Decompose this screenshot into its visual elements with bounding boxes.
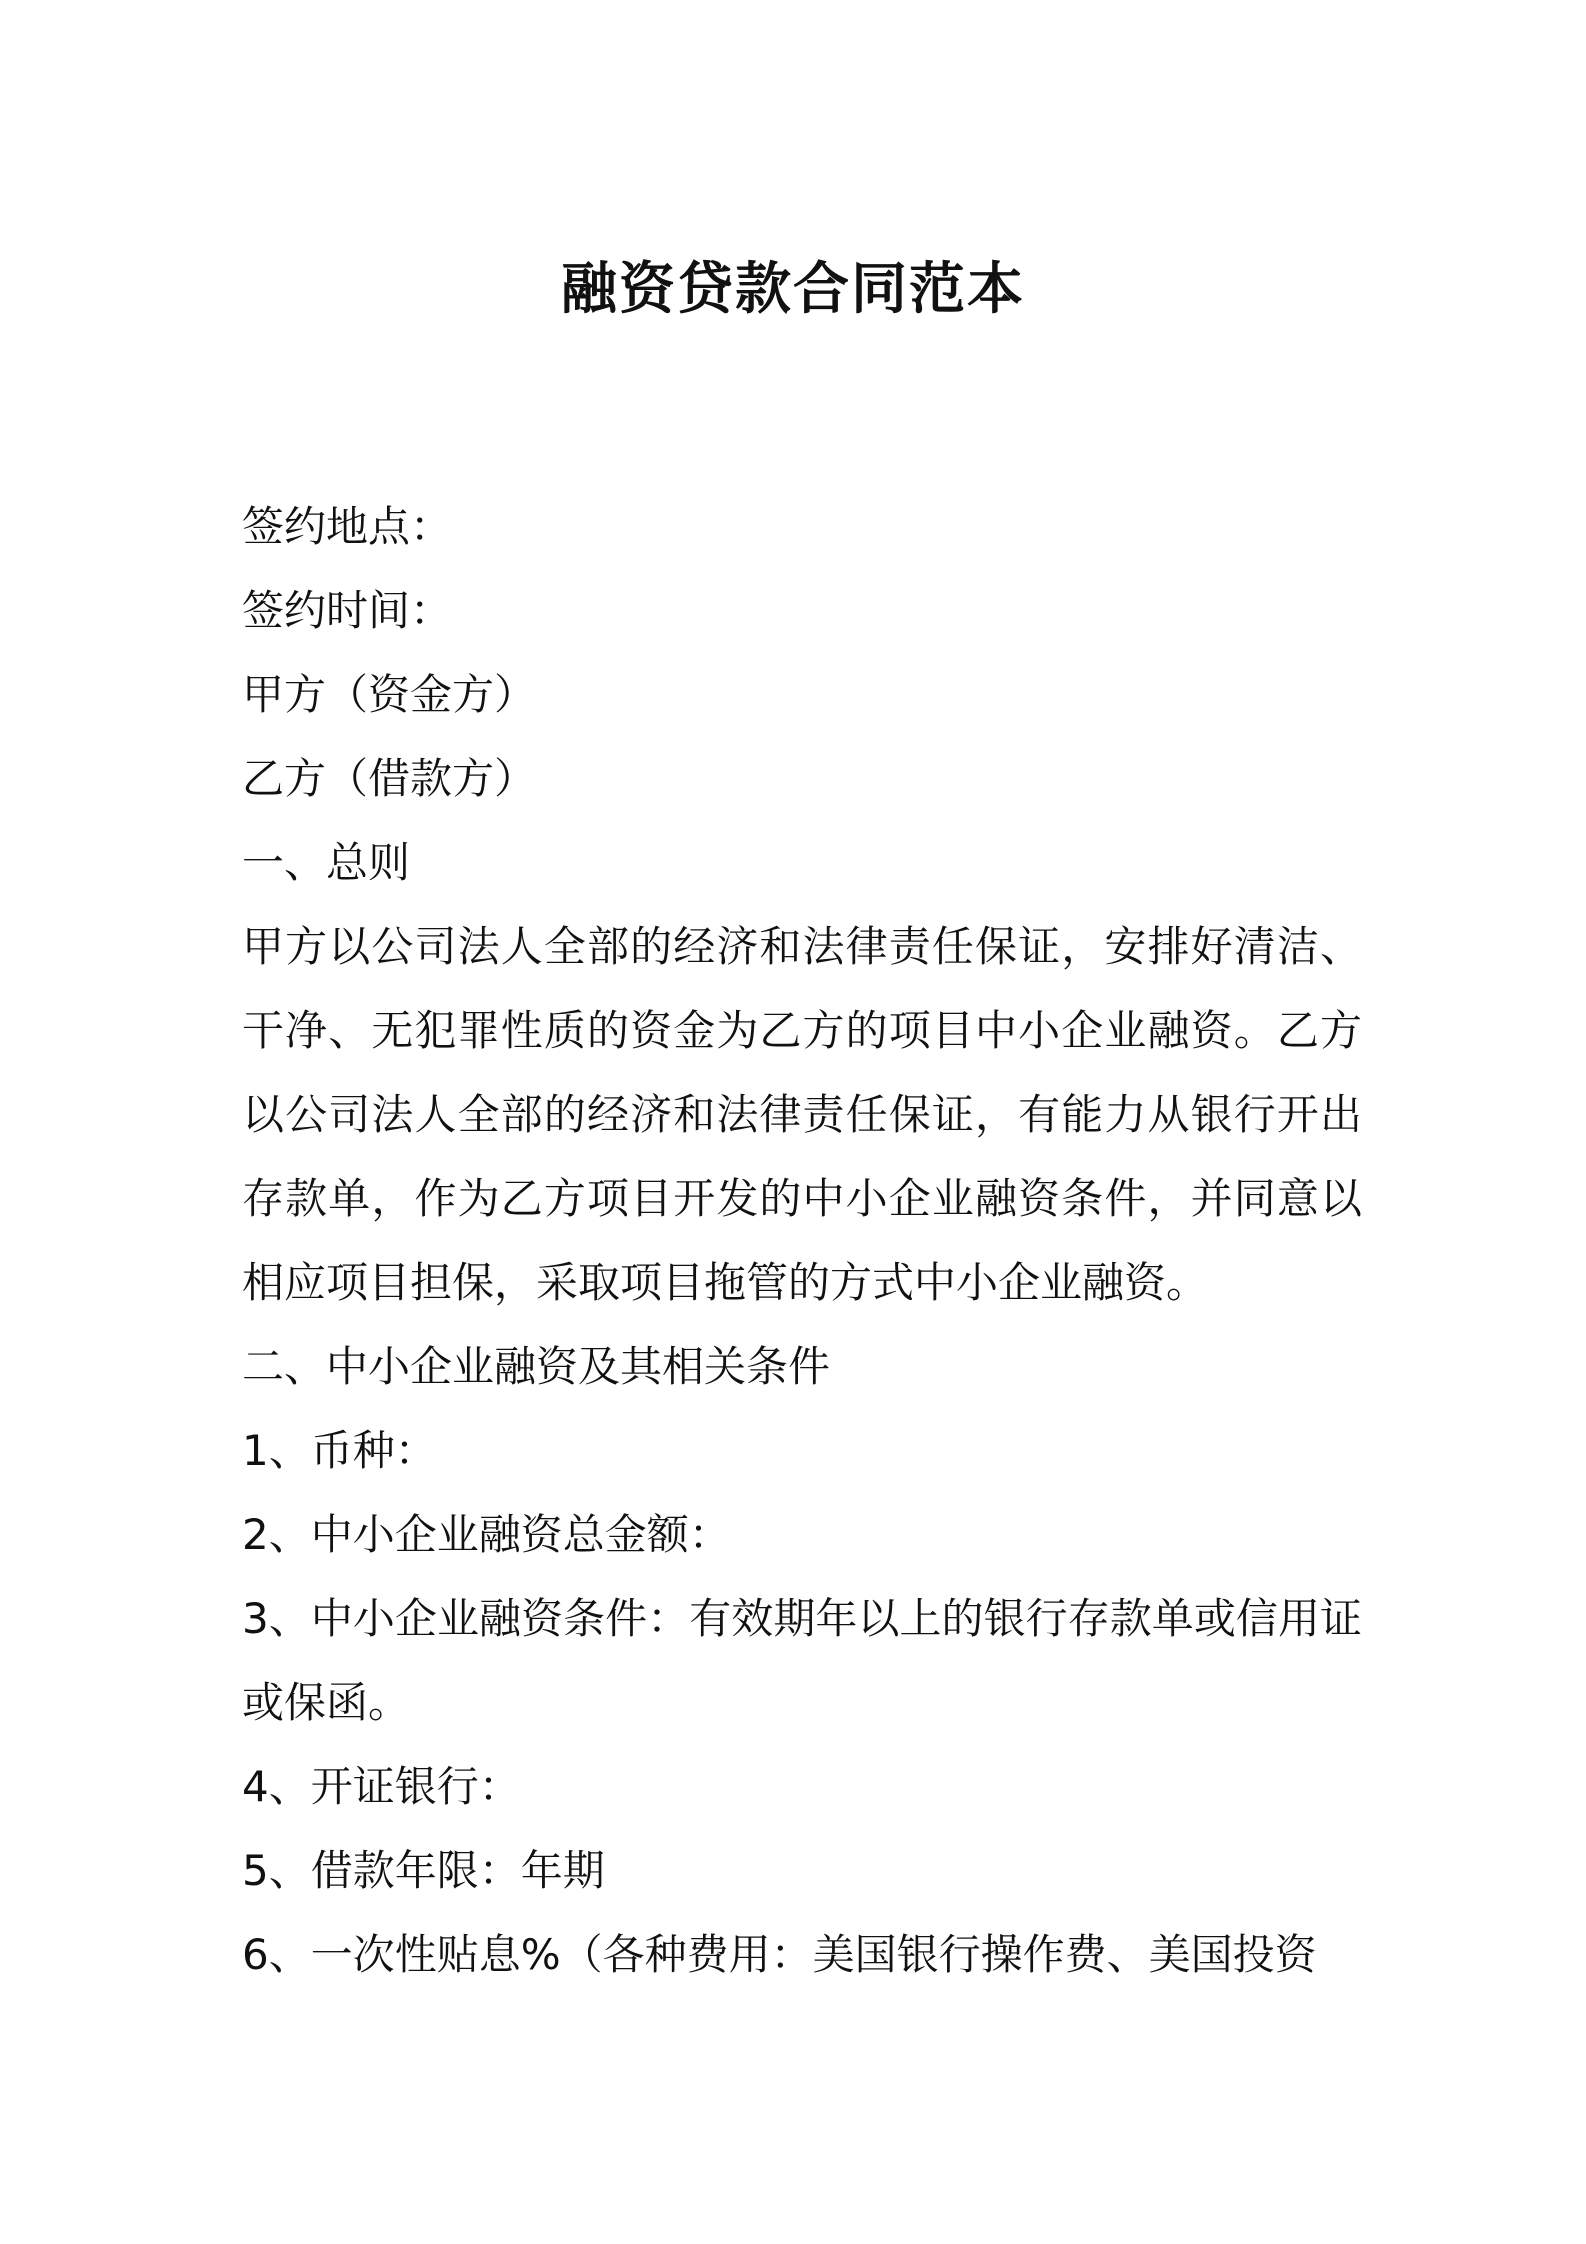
document-title: 融资贷款合同范本 [561,257,1025,322]
item-financing-conditions: 3、中小企业融资条件：有效期年以上的银行存款单或信用证或保函。 [242,1594,1362,1727]
item-issuing-bank: 4、开证银行： [242,1762,521,1811]
section-2-heading: 二、中小企业融资及其相关条件 [242,1342,831,1391]
item-currency: 1、币种： [242,1426,437,1475]
general-paragraph: 甲方以公司法人全部的经济和法律责任保证，安排好清洁、干净、无犯罪性质的资金为乙方的项目中小企业融资。乙方以公司法人全部的经济和法律责任保证，有能力从银行开出存款单，作为乙方项目开发的中小企业融资条件，并同意以相应项目担保，采取项目拖管的方式中小企业融资。 [242,922,1362,1307]
party-b-line: 乙方（借款方） [242,754,537,803]
item-total-amount: 2、中小企业融资总金额： [242,1510,731,1559]
signing-place-line: 签约地点： [242,502,453,551]
document-body [242,485,1362,1997]
item-interest-discount: 6、一次性贴息%（各种费用：美国银行操作费、美国投资 [242,1930,1317,1979]
item-loan-term: 5、借款年限：年期 [242,1846,605,1895]
party-a-line: 甲方（资金方） [242,670,537,719]
section-1-heading: 一、总则 [242,838,411,887]
signing-time-line: 签约时间： [242,586,453,635]
